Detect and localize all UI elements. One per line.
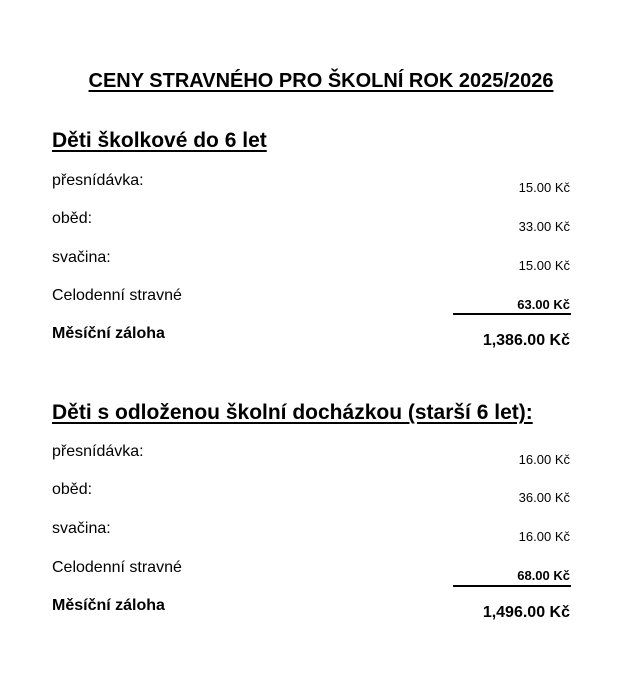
section-heading: Děti s odloženou školní docházkou (starší 6 let): xyxy=(52,401,533,424)
item-value-snack-afternoon: 15.00 Kč xyxy=(518,258,570,273)
total-value: 63.00 Kč xyxy=(517,297,570,312)
page-title-text: CENY STRAVNÉHO PRO ŠKOLNÍ ROK 2025/2026 xyxy=(88,70,554,92)
item-label-snack-morning: přesnídávka: xyxy=(52,172,144,189)
total-label: Celodenní stravné xyxy=(52,287,182,304)
monthly-label: Měsíční záloha xyxy=(52,597,165,614)
item-value-snack-morning: 16.00 Kč xyxy=(518,452,570,467)
total-value: 68.00 Kč xyxy=(517,568,570,583)
item-value-lunch: 33.00 Kč xyxy=(518,219,570,234)
item-label-lunch: oběd: xyxy=(52,481,93,498)
item-label-lunch: oběd: xyxy=(52,210,93,227)
monthly-value: 1,496.00 Kč xyxy=(482,604,570,621)
section-heading: Děti školkové do 6 let xyxy=(52,129,267,152)
item-label-snack-afternoon: svačina: xyxy=(52,249,111,266)
monthly-label: Měsíční záloha xyxy=(52,325,165,342)
total-label: Celodenní stravné xyxy=(52,559,182,576)
monthly-value: 1,386.00 Kč xyxy=(482,332,570,349)
item-value-snack-afternoon: 16.00 Kč xyxy=(518,529,570,544)
page-title xyxy=(0,70,642,93)
sum-rule xyxy=(453,585,571,587)
item-label-snack-afternoon: svačina: xyxy=(52,520,111,537)
item-value-lunch: 36.00 Kč xyxy=(518,490,570,505)
item-label-snack-morning: přesnídávka: xyxy=(52,443,144,460)
sum-rule xyxy=(453,313,571,315)
item-value-snack-morning: 15.00 Kč xyxy=(518,180,570,195)
